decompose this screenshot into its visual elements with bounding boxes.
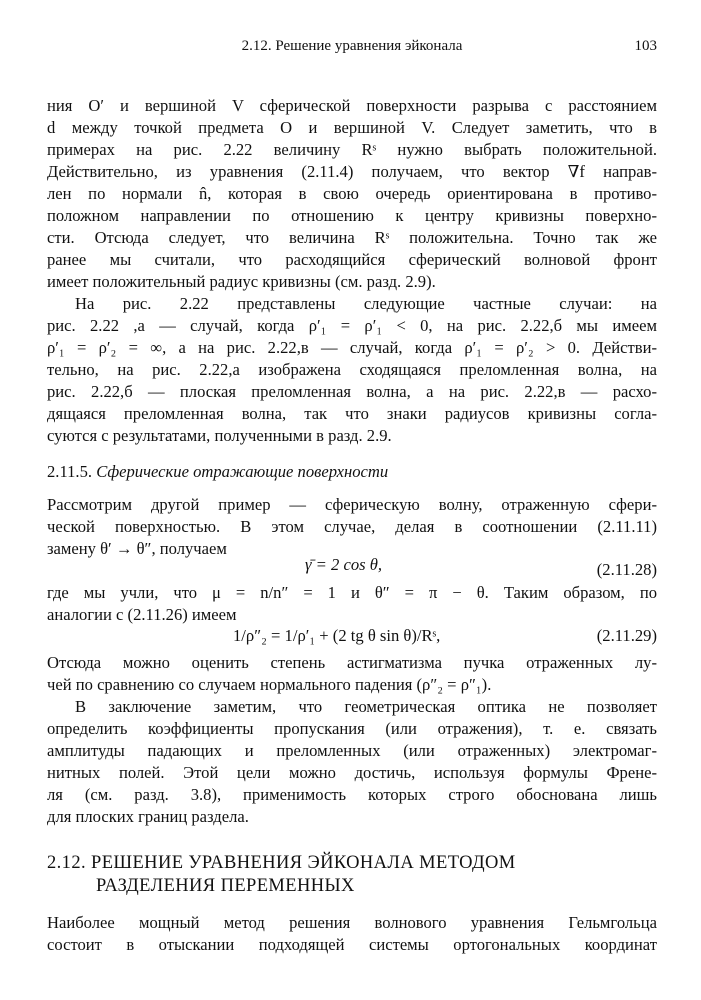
paragraph-line: примерах на рис. 2.22 величину Rˢ нужно выбрать положительной. [47, 140, 657, 159]
paragraph-line: рис. 2.22 ,а — случай, когда ρ′₁ = ρ′₁ < 0, на рис. 2.22,б мы имеем [47, 316, 657, 335]
subsection-number: 2.11.5. [47, 462, 93, 481]
paragraph-line: амплитуды падающих и преломленных (или отраженных) электромаг- [47, 741, 657, 760]
paragraph-line: суются с результатами, полученными в разд. 2.9. [47, 426, 392, 445]
paragraph-line: Рассмотрим другой пример — сферическую волну, отраженную сфери- [47, 495, 657, 514]
paragraph-line: определить коэффициенты пропускания (или отражения), т. е. связать [47, 719, 657, 738]
paragraph-line: дящаяся преломленная волна, так что знаки радиусов кривизны согла- [47, 404, 657, 423]
paragraph-line: тельно, на рис. 2.22,а изображена сходящаяся преломленная волна, на [47, 360, 657, 379]
paragraph-line: где мы учли, что μ = n/n″ = 1 и θ″ = π − θ. Таким образом, по [47, 583, 657, 602]
paragraph-line: Действительно, из уравнения (2.11.4) получаем, что вектор ∇f направ- [47, 162, 657, 181]
subsection-title: Сферические отражающие поверхности [96, 462, 389, 481]
paragraph-line: ния O′ и вершиной V сферической поверхности разрыва с расстоянием [47, 96, 657, 115]
paragraph-line: нитных полей. Этой цели можно достичь, используя формулы Френе- [47, 763, 657, 782]
paragraph-line: На рис. 2.22 представлены следующие частные случаи: на [75, 294, 657, 313]
section-number: 2.12. [47, 853, 86, 873]
paragraph-line: ческой поверхностью. В этом случае, делая в соотношении (2.11.11) [47, 517, 657, 536]
equation-number: (2.11.28) [596, 560, 657, 579]
running-title: 2.12. Решение уравнения эйконала [241, 38, 463, 54]
paragraph-line: состоит в отыскании подходящей системы ортогональных координат [47, 935, 657, 954]
paragraph-line: ля (см. разд. 3.8), применимость которых строго обоснована лишь [47, 785, 657, 804]
paragraph-line: рис. 2.22,б — плоская преломленная волна, а на рис. 2.22,в — расхо- [47, 382, 657, 401]
page-number: 103 [634, 38, 657, 54]
subsection-heading [47, 462, 388, 482]
paragraph-line: Отсюда можно оценить степень астигматизма пучка отраженных лу- [47, 653, 657, 672]
running-header [47, 38, 657, 58]
equation-number: (2.11.29) [596, 626, 657, 645]
equation-formula: 1/ρ″₂ = 1/ρ′₁ + (2 tg θ sin θ)/Rˢ, [233, 626, 441, 645]
paragraph-line: чей по сравнению со случаем нормального падения (ρ″₂ = ρ″₁). [47, 675, 492, 694]
paragraph-line: замену θ′ → θ″, получаем [47, 539, 227, 558]
paragraph-line: имеет положительный радиус кривизны (см. разд. 2.9). [47, 272, 436, 291]
equation-formula: γ̄ = 2 cos θ, [305, 555, 383, 574]
paragraph-line: лен по нормали n̂, которая в свою очередь ориентирована в противо- [47, 184, 657, 203]
paragraph-line: аналогии с (2.11.26) имеем [47, 605, 237, 624]
paragraph-line: для плоских границ раздела. [47, 807, 249, 826]
paragraph-line: Наиболее мощный метод решения волнового уравнения Гельмгольца [47, 913, 657, 932]
section-title-line2: РАЗДЕЛЕНИЯ ПЕРЕМЕННЫХ [96, 876, 355, 896]
section-heading [47, 853, 516, 874]
paragraph-line: d между точкой предмета O и вершиной V. Следует заметить, что в [47, 118, 657, 137]
paragraph-line: положном направлении по отношению к центру кривизны поверхно- [47, 206, 657, 225]
paragraph-line: ранее мы считали, что расходящийся сферический волновой фронт [47, 250, 657, 269]
paragraph-line: ρ′₁ = ρ′₂ = ∞, а на рис. 2.22,в — случай, когда ρ′₁ = ρ′₂ > 0. Действи- [47, 338, 657, 357]
paragraph-line: В заключение заметим, что геометрическая оптика не позволяет [75, 697, 657, 716]
paragraph-line: сти. Отсюда следует, что величина Rˢ положительна. Точно так же [47, 228, 657, 247]
section-title-line1: РЕШЕНИЕ УРАВНЕНИЯ ЭЙКОНАЛА МЕТОДОМ [91, 853, 516, 873]
